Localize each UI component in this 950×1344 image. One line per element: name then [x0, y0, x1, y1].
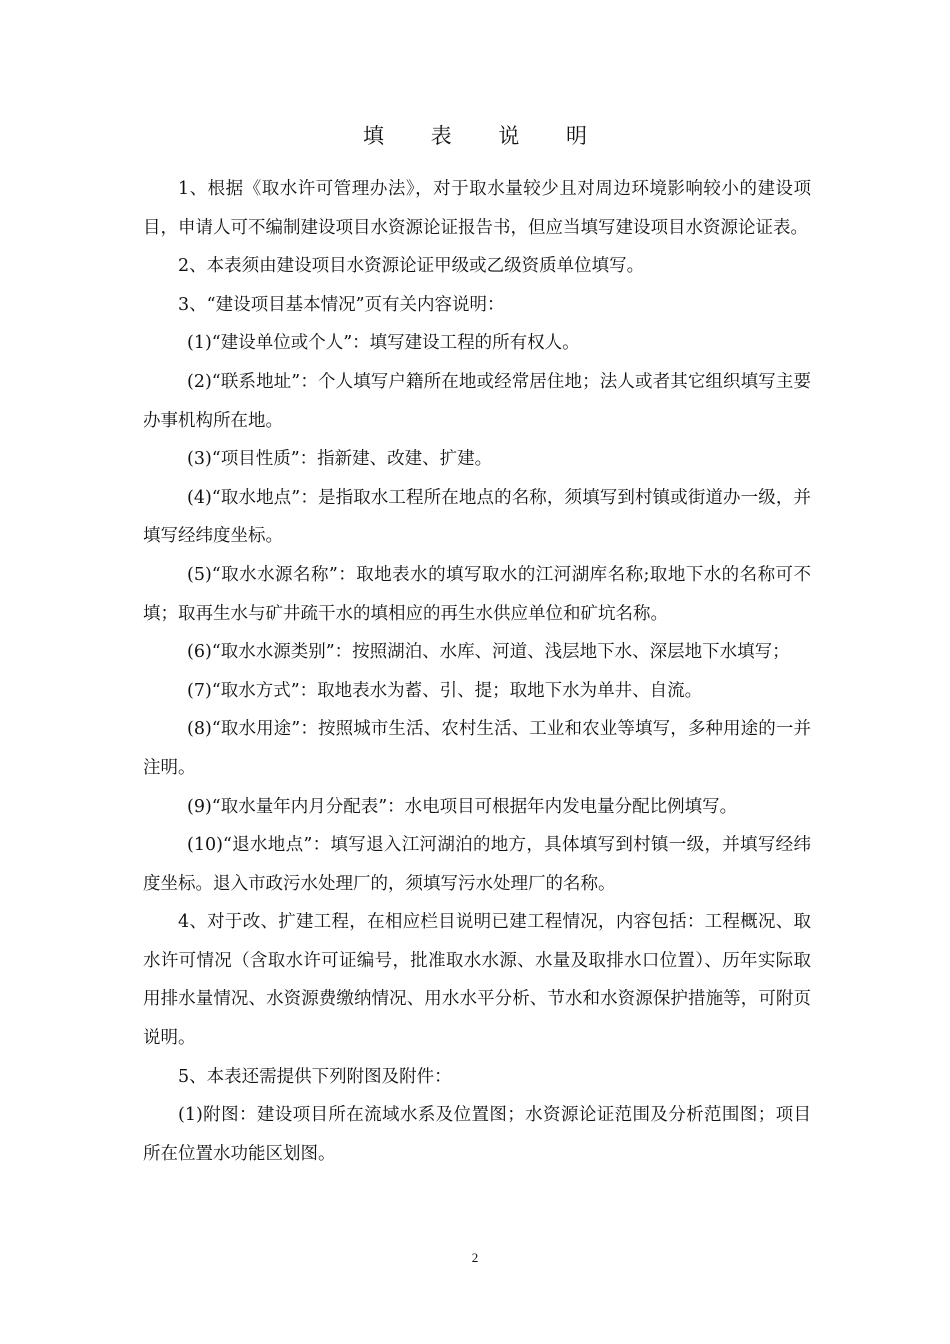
paragraph-3-item-7: (7)“取水方式”：取地表水为蓄、引、提；取地下水为单井、自流。 — [187, 680, 703, 701]
paragraph-1: 1、根据《取水许可管理办法》，对于取水量较少且对周边环境影响较小的建设项目，申请人可不编制建设项目水资源论证报告书，但应当填写建设项目水资源论证表。 — [143, 179, 811, 238]
paragraph-3-item-2: (2)“联系地址”：个人填写户籍所在地或经常居住地；法人或者其它组织填写主要办事机构所在地。 — [143, 371, 811, 431]
paragraph-5: 5、本表还需提供下列附图及附件： — [178, 1066, 452, 1087]
instructions-body — [143, 170, 811, 1173]
paragraph-3-item-1: (1)“建设单位或个人”：填写建设工程的所有权人。 — [187, 333, 580, 354]
paragraph-2: 2、本表须由建设项目水资源论证甲级或乙级资质单位填写。 — [178, 256, 645, 277]
paragraph-3: 3、“建设项目基本情况”页有关内容说明： — [178, 294, 505, 315]
paragraph-5-item-1: (1)附图：建设项目所在流域水系及位置图；水资源论证范围及分析范围图；项目所在位置水功能区划图。 — [143, 1105, 811, 1164]
page-number: 2 — [471, 1250, 479, 1265]
paragraph-3-item-8: (8)“取水用途”：按照城市生活、农村生活、工业和农业等填写，多种用途的一并注明。 — [143, 719, 811, 778]
paragraph-3-item-3: (3)“项目性质”：指新建、改建、扩建。 — [187, 449, 493, 470]
page-title: 填 表 说 明 — [362, 124, 608, 148]
paragraph-3-item-5: (5)“取水水源名称”：取地表水的填写取水的江河湖库名称;取地下水的名称可不填；取再生水与矿井疏干水的填相应的再生水供应单位和矿坑名称。 — [143, 564, 811, 624]
paragraph-3-item-9: (9)“取水量年内月分配表”：水电项目可根据年内发电量分配比例填写。 — [187, 796, 738, 817]
paragraph-4: 4、对于改、扩建工程，在相应栏目说明已建工程情况，内容包括：工程概况、取水许可情况（含取水许可证编号，批准取水水源、水量及取排水口位置）、历年实际取用排水量情况、水资源费缴纳情况、用水水平分析、节水和水资源保护措施等，可附页说明。 — [143, 912, 811, 1049]
paragraph-3-item-4: (4)“取水地点”：是指取水工程所在地点的名称，须填写到村镇或街道办一级，并填写经纬度坐标。 — [143, 487, 811, 547]
paragraph-3-item-6: (6)“取水水源类别”：按照湖泊、水库、河道、浅层地下水、深层地下水填写； — [187, 642, 790, 663]
paragraph-3-item-10: (10)“退水地点”：填写退入江河湖泊的地方，具体填写到村镇一级，并填写经纬度坐标。退入市政污水处理厂的，须填写污水处理厂的名称。 — [143, 835, 811, 894]
